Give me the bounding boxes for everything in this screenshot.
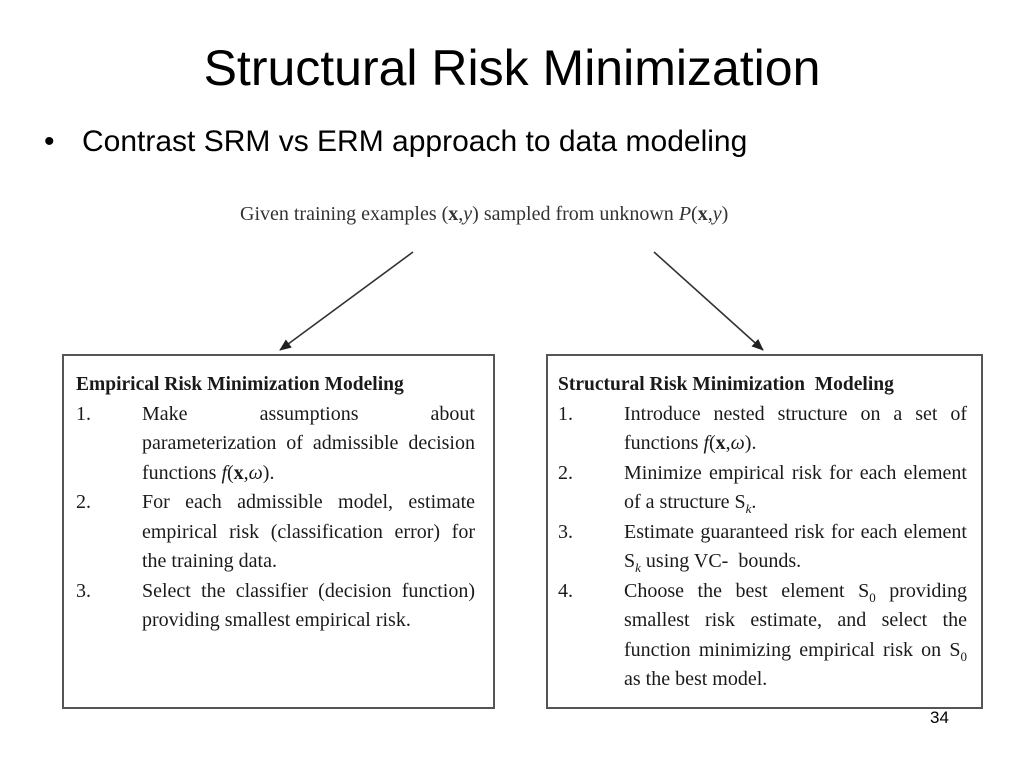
- item-text-part: .: [751, 491, 757, 513]
- erm-box: [62, 354, 495, 709]
- math-paren: (: [227, 461, 234, 484]
- item-text: [624, 459, 967, 518]
- math-x: x: [233, 461, 244, 484]
- item-number: 2.: [76, 491, 91, 513]
- given-close: ): [721, 203, 729, 225]
- item-text: [624, 577, 967, 695]
- item-text-part: using VC- bounds.: [640, 550, 802, 572]
- item-text-part: Introduce nested structure on a set of functions: [624, 402, 967, 454]
- math-sub: k: [635, 560, 641, 575]
- item-text-part: Minimize empirical risk for each element of a structure S: [624, 461, 967, 513]
- given-x2: x: [697, 203, 708, 225]
- item-text: Select the classifier (decision function) providing smallest empirical risk.: [142, 579, 475, 631]
- math-sub: k: [745, 501, 752, 516]
- math-sub: 0: [869, 589, 876, 605]
- math-omega: ω: [248, 461, 263, 484]
- list-item: [558, 518, 967, 577]
- item-number: 3.: [76, 579, 91, 602]
- item-number: 2.: [558, 461, 573, 484]
- math-sub: 0: [960, 648, 967, 664]
- math-close: ).: [744, 432, 757, 454]
- math-x: x: [715, 432, 726, 454]
- srm-box: [546, 354, 983, 709]
- erm-heading: Empirical Risk Minimization Modeling: [76, 374, 404, 395]
- bullet-text: Contrast SRM vs ERM approach to data modeling: [82, 125, 748, 158]
- page-number: 34: [930, 708, 949, 727]
- srm-heading: Structural Risk Minimization Modeling: [558, 374, 894, 395]
- item-text-part: as the best model.: [624, 668, 768, 690]
- list-item: [76, 577, 475, 636]
- bullet-icon: •: [44, 125, 55, 158]
- math-omega: ω: [730, 432, 745, 454]
- math-f: f: [221, 461, 227, 484]
- item-text: For each admissible model, estimate empirical risk (classification error) for the training data.: [142, 491, 475, 572]
- list-item: [76, 488, 475, 577]
- given-text-mid: ) sampled from unknown: [472, 203, 679, 225]
- given-comma2: ,: [707, 203, 713, 225]
- given-text: Given training examples (: [240, 203, 449, 225]
- item-number: 4.: [558, 579, 573, 602]
- list-item: [558, 400, 967, 459]
- item-text-part: Estimate guaranteed risk for each element S: [624, 520, 967, 572]
- item-text-part: Choose the best element S: [624, 579, 870, 602]
- item-number: 1.: [76, 402, 91, 425]
- given-x: x: [448, 203, 459, 225]
- item-text-part: Make assumptions about parameterization of admissible decision functions: [142, 402, 475, 484]
- given-comma: ,: [458, 203, 464, 225]
- math-close: ).: [262, 461, 275, 484]
- math-comma: ,: [243, 461, 249, 484]
- given-paren: (: [691, 203, 698, 225]
- slide-title: Structural Risk Minimization: [203, 40, 821, 96]
- item-text: [624, 400, 967, 459]
- given-p: P: [678, 203, 692, 225]
- given-y: y: [463, 203, 473, 225]
- math-f: f: [703, 432, 709, 454]
- list-item: [76, 400, 475, 489]
- math-paren: (: [709, 432, 716, 454]
- item-number: 3.: [558, 520, 573, 543]
- list-item: [558, 577, 967, 695]
- math-comma: ,: [725, 432, 731, 454]
- arrow-to-erm: [280, 252, 413, 350]
- given-y2: y: [712, 203, 722, 225]
- item-text: [142, 400, 475, 489]
- item-number: 1.: [558, 402, 573, 425]
- item-text: [624, 518, 967, 577]
- list-item: [558, 459, 967, 518]
- item-text-part: providing smallest risk estimate, and select the function minimizing empirical risk on S: [624, 579, 967, 661]
- arrow-to-srm: [654, 252, 763, 350]
